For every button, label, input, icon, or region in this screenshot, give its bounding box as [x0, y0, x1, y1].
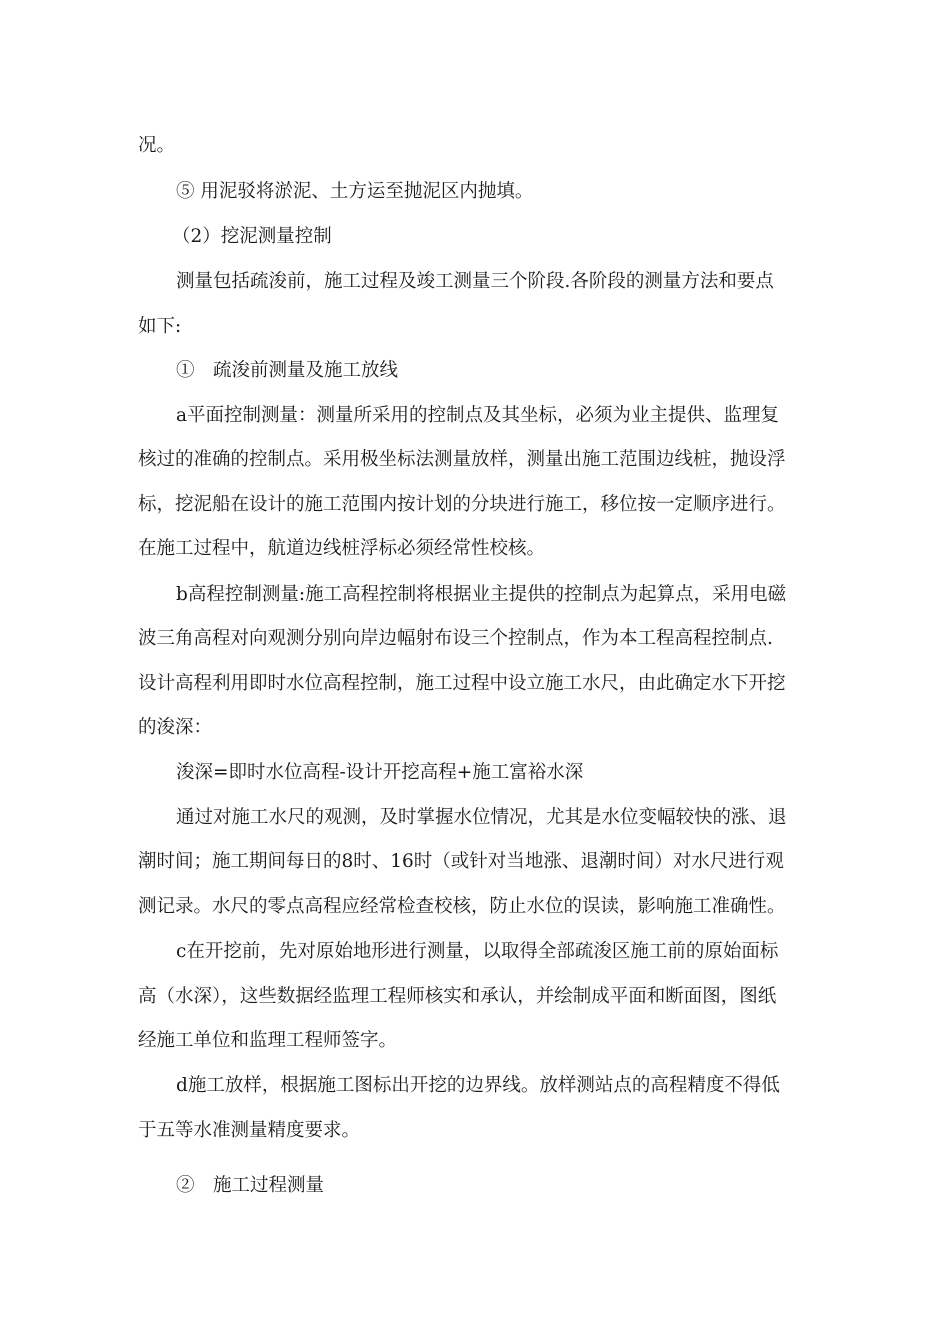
- text-line: 波三角高程对向观测分别向岸边幅射布设三个控制点，作为本工程高程控制点.: [138, 628, 773, 649]
- list-item-5: ⑤ 用泥驳将淤泥、土方运至抛泥区内抛填。: [176, 181, 534, 202]
- text-line: d施工放样，根据施工图标出开挖的边界线。放样测站点的高程精度不得低: [176, 1075, 780, 1096]
- text-line: b高程控制测量:施工高程控制将根据业主提供的控制点为起算点，采用电磁: [176, 584, 787, 605]
- formula-line: 浚深=即时水位高程-设计开挖高程+施工富裕水深: [176, 762, 584, 783]
- subsection-heading-1: ① 疏浚前测量及施工放线: [176, 360, 399, 381]
- text-line: c在开挖前，先对原始地形进行测量，以取得全部疏浚区施工前的原始面标: [176, 941, 779, 962]
- text-line: 测记录。水尺的零点高程应经常检查校核，防止水位的误读，影响施工准确性。: [138, 896, 786, 917]
- text-line: 高（水深），这些数据经监理工程师核实和承认，并绘制成平面和断面图，图纸: [138, 986, 777, 1007]
- text-line: 标，挖泥船在设计的施工范围内按计划的分块进行施工，移位按一定顺序进行。: [138, 494, 786, 515]
- text-line: 的浚深：: [138, 717, 213, 738]
- text-line: 于五等水准测量精度要求。: [138, 1120, 361, 1141]
- text-line: 经施工单位和监理工程师签字。: [138, 1030, 398, 1051]
- section-heading: （2）挖泥测量控制: [172, 226, 332, 247]
- subsection-heading-2: ② 施工过程测量: [176, 1175, 325, 1196]
- text-line: 在施工过程中，航道边线桩浮标必须经常性校核。: [138, 538, 546, 559]
- text-line: 测量包括疏浚前，施工过程及竣工测量三个阶段.各阶段的测量方法和要点: [176, 271, 774, 292]
- text-line: 况。: [138, 135, 176, 156]
- text-line: 如下:: [138, 316, 182, 337]
- text-line: 通过对施工水尺的观测，及时掌握水位情况，尤其是水位变幅较快的涨、退: [176, 807, 787, 828]
- text-line: 潮时间；施工期间每日的8时、16时（或针对当地涨、退潮时间）对水尺进行观: [138, 851, 784, 872]
- text-line: 核过的准确的控制点。采用极坐标法测量放样，测量出施工范围边线桩，抛设浮: [138, 449, 786, 470]
- text-line: a平面控制测量：测量所采用的控制点及其坐标，必须为业主提供、监理复: [176, 405, 780, 426]
- text-line: 设计高程利用即时水位高程控制，施工过程中设立施工水尺，由此确定水下开挖: [138, 673, 786, 694]
